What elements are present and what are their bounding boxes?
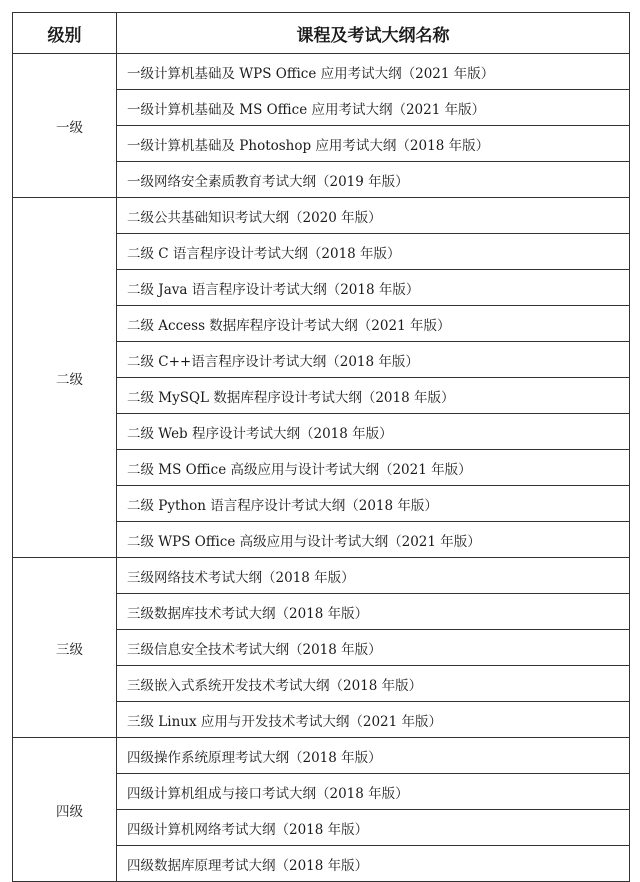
table-row [13, 738, 630, 774]
course-name-cell: 二级 MySQL 数据库程序设计考试大纲（2018 年版） [117, 378, 630, 414]
course-name-cell: 二级 Python 语言程序设计考试大纲（2018 年版） [117, 486, 630, 522]
syllabus-table [12, 12, 630, 882]
level-column-header: 级别 [13, 13, 117, 54]
course-column-header: 课程及考试大纲名称 [117, 13, 630, 54]
course-name-cell: 三级 Linux 应用与开发技术考试大纲（2021 年版） [117, 702, 630, 738]
level-cell: 二级 [13, 198, 117, 558]
course-name-cell: 四级计算机网络考试大纲（2018 年版） [117, 810, 630, 846]
header-row [13, 13, 630, 54]
course-name-cell: 四级数据库原理考试大纲（2018 年版） [117, 846, 630, 882]
course-name-cell: 三级嵌入式系统开发技术考试大纲（2018 年版） [117, 666, 630, 702]
level-cell: 三级 [13, 558, 117, 738]
course-name-cell: 二级 Access 数据库程序设计考试大纲（2021 年版） [117, 306, 630, 342]
course-name-cell: 三级信息安全技术考试大纲（2018 年版） [117, 630, 630, 666]
level-cell: 一级 [13, 54, 117, 198]
course-name-cell: 三级网络技术考试大纲（2018 年版） [117, 558, 630, 594]
course-name-cell: 二级 C 语言程序设计考试大纲（2018 年版） [117, 234, 630, 270]
course-name-cell: 四级操作系统原理考试大纲（2018 年版） [117, 738, 630, 774]
course-name-cell: 一级计算机基础及 WPS Office 应用考试大纲（2021 年版） [117, 54, 630, 90]
course-name-cell: 四级计算机组成与接口考试大纲（2018 年版） [117, 774, 630, 810]
course-name-cell: 一级计算机基础及 MS Office 应用考试大纲（2021 年版） [117, 90, 630, 126]
course-name-cell: 三级数据库技术考试大纲（2018 年版） [117, 594, 630, 630]
table-body [13, 54, 630, 882]
course-name-cell: 二级 MS Office 高级应用与设计考试大纲（2021 年版） [117, 450, 630, 486]
course-name-cell: 二级 WPS Office 高级应用与设计考试大纲（2021 年版） [117, 522, 630, 558]
course-name-cell: 二级 Java 语言程序设计考试大纲（2018 年版） [117, 270, 630, 306]
table-row [13, 198, 630, 234]
course-name-cell: 二级 C++语言程序设计考试大纲（2018 年版） [117, 342, 630, 378]
table-row [13, 54, 630, 90]
course-name-cell: 二级 Web 程序设计考试大纲（2018 年版） [117, 414, 630, 450]
course-name-cell: 二级公共基础知识考试大纲（2020 年版） [117, 198, 630, 234]
course-name-cell: 一级计算机基础及 Photoshop 应用考试大纲（2018 年版） [117, 126, 630, 162]
level-cell: 四级 [13, 738, 117, 882]
table-row [13, 558, 630, 594]
course-name-cell: 一级网络安全素质教育考试大纲（2019 年版） [117, 162, 630, 198]
